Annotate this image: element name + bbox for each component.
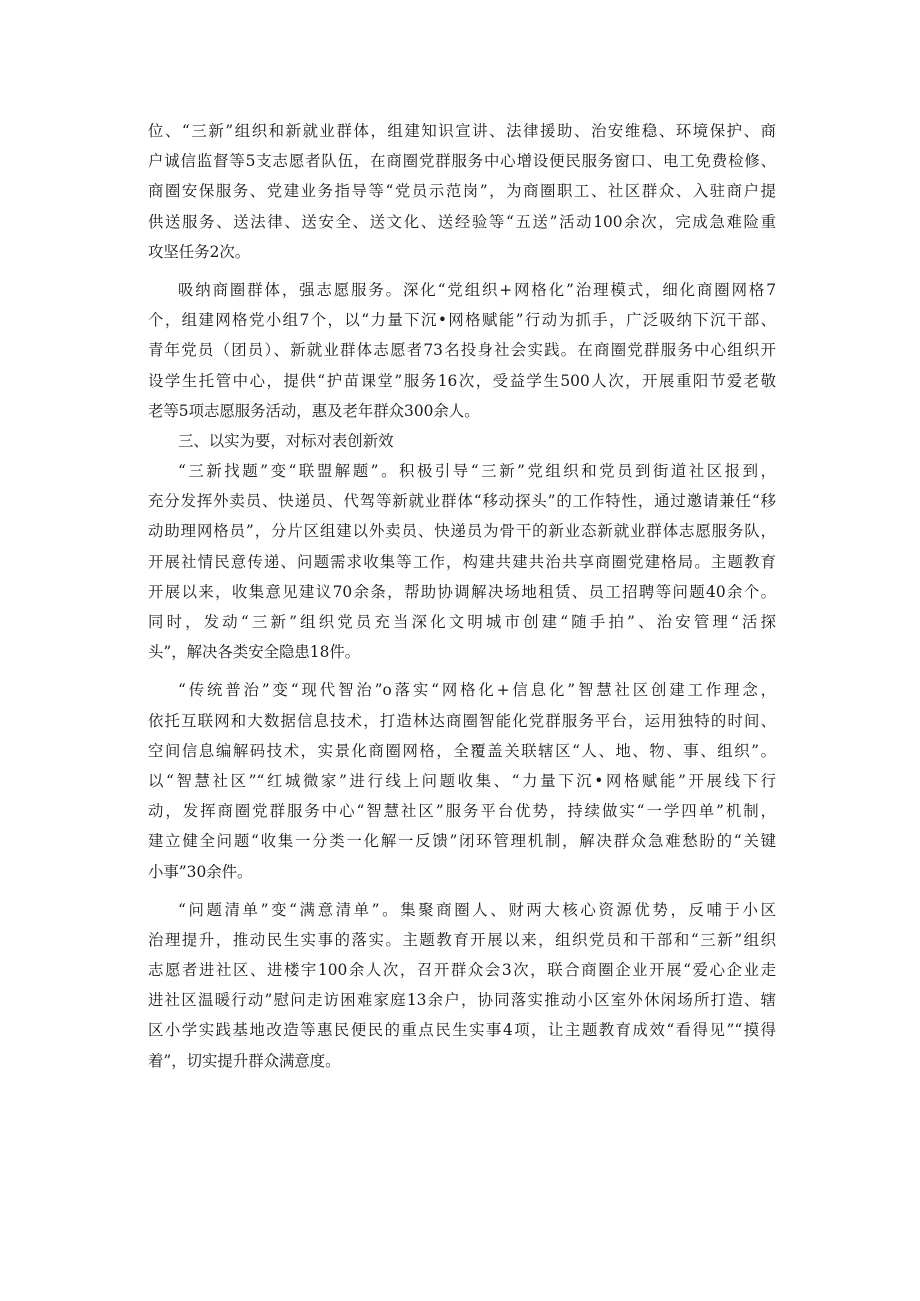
paragraph-volunteer-teams bbox=[148, 116, 776, 267]
text-line: 供送服务、送法律、送安全、送文化、送经验等“五送”活动100余次，完成急难险重 bbox=[148, 212, 776, 231]
text-line: 户诚信监督等5支志愿者队伍，在商圈党群服务中心增设便民服务窗口、电工免费检修、 bbox=[148, 152, 776, 171]
text-line: 老等5项志愿服务活动，惠及老年群众300余人。 bbox=[148, 401, 480, 420]
paragraph-absorb-groups bbox=[148, 275, 776, 426]
text-line: 开展社情民意传递、问题需求收集等工作，构建共建共治共享商圈党建格局。主题教育 bbox=[148, 552, 776, 571]
text-line: “传统普治”变“现代智治”o落实“网格化+信息化”智慧社区创建工作理念， bbox=[178, 681, 776, 700]
text-line: 着”，切实提升群众满意度。 bbox=[148, 1051, 341, 1070]
text-line: 以“智慧社区”“红城微家”进行线上问题收集、“力量下沉•网格赋能”开展线下行 bbox=[148, 771, 776, 790]
section-heading-text: 三、以实为要，对标对表创新效 bbox=[178, 431, 394, 450]
text-line: 个，组建网格党小组7个，以“力量下沉•网格赋能”行动为抓手，广泛吸纳下沉干部、 bbox=[148, 311, 776, 330]
paragraph-gap bbox=[148, 667, 776, 675]
text-line: 动，发挥商圈党群服务中心“智慧社区”服务平台优势，持续做实“一学四单”机制， bbox=[148, 802, 776, 821]
text-line: 动助理网格员”，分片区组建以外卖员、快递员为骨干的新业态新就业群体志愿服务队， bbox=[148, 522, 776, 541]
paragraph-alliance-solving bbox=[148, 456, 776, 667]
text-line: 攻坚任务2次。 bbox=[148, 242, 251, 261]
text-line: “三新找题”变“联盟解题”。积极引导“三新”党组织和党员到街道社区报到， bbox=[178, 462, 776, 481]
text-line: 青年党员（团员）、新就业群体志愿者73名投身社会实践。在商圈党群服务中心组织开 bbox=[148, 341, 776, 360]
text-line: 区小学实践基地改造等惠民便民的重点民生实事4项，让主题教育成效“看得见”“摸得 bbox=[148, 1021, 776, 1040]
section-heading bbox=[148, 426, 776, 456]
paragraph-satisfaction-list bbox=[148, 895, 776, 1076]
paragraph-smart-governance bbox=[148, 675, 776, 886]
text-line: 志愿者进社区、进楼宇100余人次，召开群众会3次，联合商圈企业开展“爱心企业走 bbox=[148, 961, 776, 980]
text-line: 吸纳商圈群体，强志愿服务。深化“党组织+网格化”治理模式，细化商圈网格7 bbox=[178, 280, 776, 299]
text-line: “问题清单”变“满意清单”。集聚商圈人、财两大核心资源优势，反哺于小区 bbox=[178, 900, 776, 919]
text-line: 治理提升，推动民生实事的落实。主题教育开展以来，组织党员和干部和“三新”组织 bbox=[148, 930, 776, 949]
text-line: 充分发挥外卖员、快递员、代驾等新就业群体“移动探头”的工作特性，通过邀请兼任“移 bbox=[148, 492, 776, 511]
text-line: 开展以来，收集意见建议70余条，帮助协调解决场地租赁、员工招聘等问题40余个。 bbox=[148, 582, 776, 601]
paragraph-gap bbox=[148, 267, 776, 275]
text-line: 小事”30余件。 bbox=[148, 862, 253, 881]
text-line: 进社区温暖行动”慰问走访困难家庭13余户，协同落实推动小区室外休闲场所打造、辖 bbox=[148, 991, 776, 1010]
document-page bbox=[148, 116, 776, 1076]
text-line: 位、“三新”组织和新就业群体，组建知识宣讲、法律援助、治安维稳、环境保护、商 bbox=[148, 122, 776, 140]
text-line: 依托互联网和大数据信息技术，打造林达商圈智能化党群服务平台，运用独特的时间、 bbox=[148, 711, 776, 730]
text-line: 空间信息编解码技术，实景化商圈网格，全覆盖关联辖区“人、地、物、事、组织”。 bbox=[148, 741, 776, 760]
text-line: 商圈安保服务、党建业务指导等“党员示范岗”，为商圈职工、社区群众、入驻商户提 bbox=[148, 182, 776, 201]
text-line: 设学生托管中心，提供“护苗课堂”服务16次，受益学生500人次，开展重阳节爱老敬 bbox=[148, 371, 776, 390]
text-line: 头”，解决各类安全隐患18件。 bbox=[148, 643, 361, 662]
text-line: 建立健全问题“收集一分类一化解一反馈”闭环管理机制，解决群众急难愁盼的“关键 bbox=[148, 832, 776, 851]
text-line: 同时，发动“三新”组织党员充当深化文明城市创建“随手拍”、治安管理“活探 bbox=[148, 613, 776, 631]
paragraph-gap bbox=[148, 887, 776, 895]
